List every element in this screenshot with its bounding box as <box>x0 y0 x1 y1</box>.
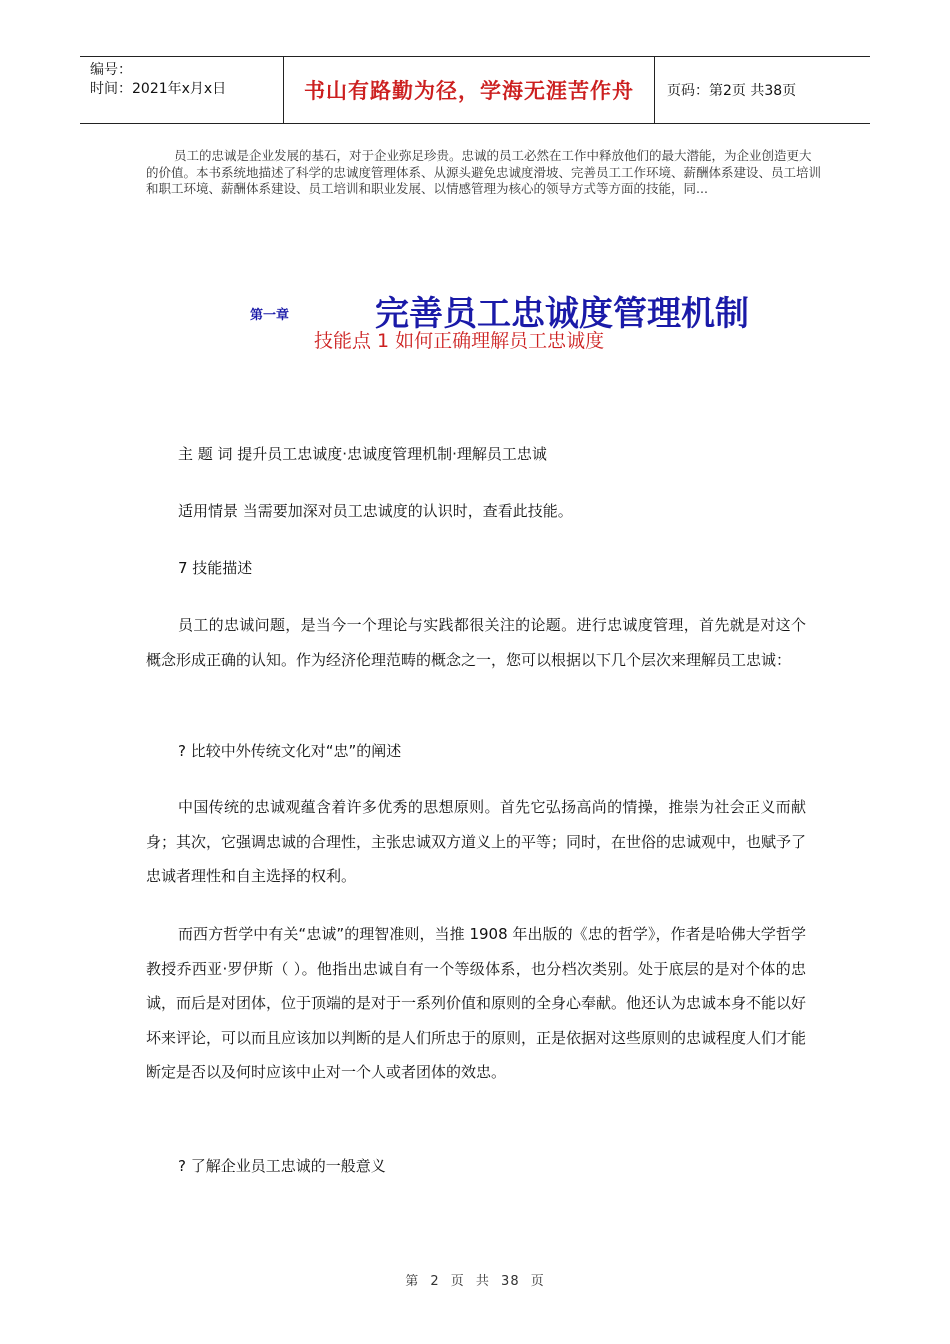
scenario-line: 适用情景 当需要加深对员工忠诚度的认识时，查看此技能。 <box>178 502 573 520</box>
chapter-title: 完善员工忠诚度管理机制 <box>375 294 749 334</box>
header-motto: 书山有路勤为径，学海无涯苦作舟 <box>304 78 634 103</box>
book-summary: 员工的忠诚是企业发展的基石，对于企业弥足珍贵。忠诚的员工必然在工作中释放他们的最大潜能，为企业创造更大的价值。本书系统地描述了科学的忠诚度管理体系、从源头避免忠诚度滑坡、完善员工工作环境、薪酬体系建设、员工培训和职工环境、薪酬体系建设、员工培训和职业发展、以情感管理为核心的领导方式等方面的技能，同... <box>146 148 822 196</box>
skill-title: 技能点 1 如何正确理解员工忠诚度 <box>314 330 605 352</box>
serial-label: 编号： <box>90 62 132 78</box>
bullet-heading-culture: ? 比较中外传统文化对“忠”的阐述 <box>178 742 402 760</box>
header-page-info-cell <box>655 57 870 123</box>
keywords-line: 主 题 词 提升员工忠诚度·忠诚度管理机制·理解员工忠诚 <box>178 445 547 463</box>
document-header <box>80 56 870 124</box>
time-label: 时间：2021年x月x日 <box>90 81 227 97</box>
chapter-heading <box>0 286 950 334</box>
paragraph-western-view: 而西方哲学中有关“忠诚”的理智准则，当推 1908 年出版的《忠的哲学》，作者是哈佛大学哲学教授乔西亚·罗伊斯（ ）。他指出忠诚自有一个等级体系，也分档次类别。处于底层的是对个体的忠诚，而后是对团体，位于顶端的是对于一系列价值和原则的全身心奉献。他还认为忠诚本身不能以好坏来评论，可以而且应该加以判断的是人们所忠于的原则，正是依据对这些原则的忠诚程度人们才能断定是否以及何时应该中止对一个人或者团体的效忠。 <box>146 925 807 1081</box>
header-motto-cell <box>283 57 655 123</box>
skill-description-heading: 7 技能描述 <box>178 559 253 577</box>
header-page-info: 页码：第2页 共38页 <box>667 83 797 99</box>
chapter-label: 第一章 <box>250 308 290 323</box>
paragraph-chinese-view: 中国传统的忠诚观蕴含着许多优秀的思想原则。首先它弘扬高尚的情操，推崇为社会正义而献身；其次，它强调忠诚的合理性，主张忠诚双方道义上的平等；同时，在世俗的忠诚观中，也赋予了忠诚者理性和自主选择的权利。 <box>146 798 807 885</box>
paragraph-intro: 员工的忠诚问题，是当今一个理论与实践都很关注的论题。进行忠诚度管理，首先就是对这个概念形成正确的认知。作为经济伦理范畴的概念之一，您可以根据以下几个层次来理解员工忠诚： <box>146 616 806 669</box>
page-footer: 第 2 页 共 38 页 <box>405 1274 545 1289</box>
header-meta <box>80 57 283 123</box>
bullet-heading-meaning: ? 了解企业员工忠诚的一般意义 <box>178 1157 386 1175</box>
